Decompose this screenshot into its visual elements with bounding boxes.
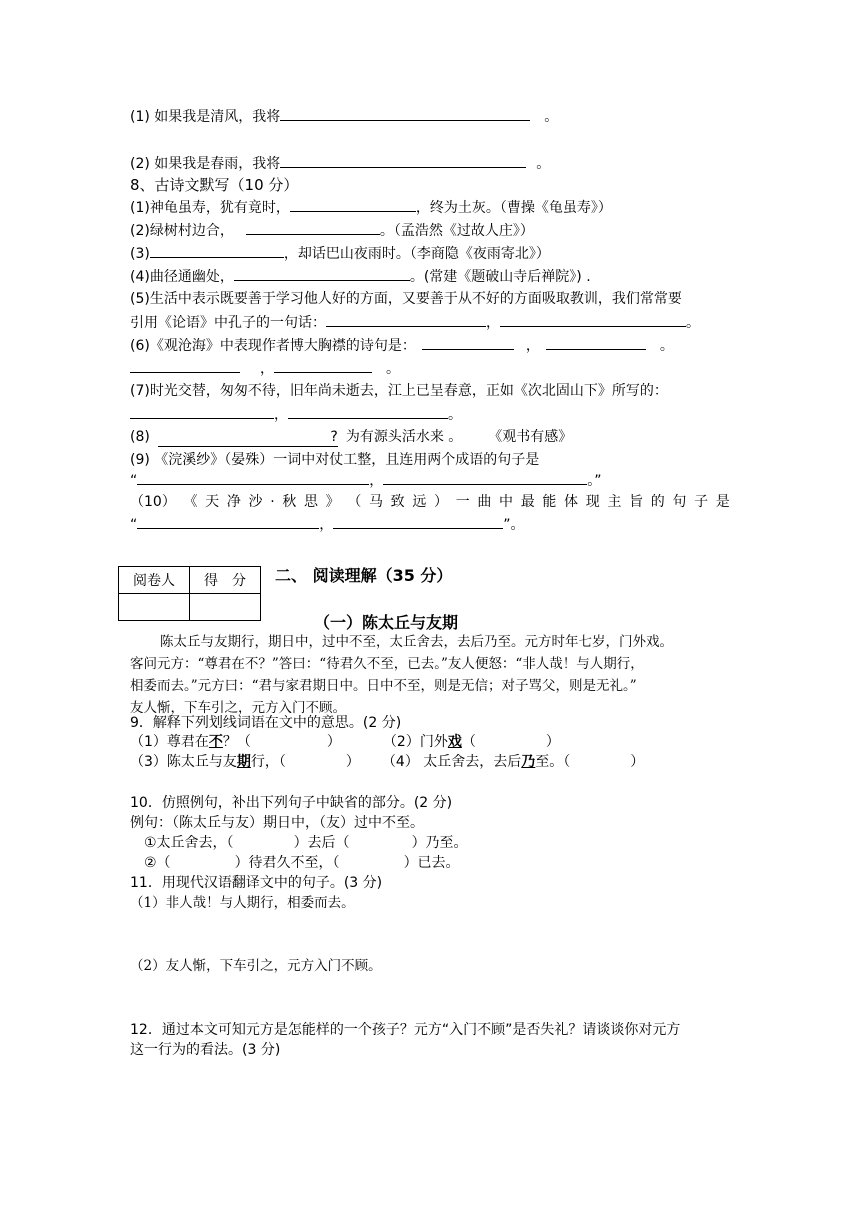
poem-line-6a: (6)《观沧海》中表现作者博大胸襟的诗句是： ， 。 (130, 335, 674, 356)
grader-cell[interactable] (119, 594, 190, 621)
question-9-row-1: （1）尊君在不？（ ） （2）门外戏（ ） (130, 734, 560, 750)
answer-blank[interactable] (246, 220, 380, 235)
answer-blank[interactable] (383, 470, 587, 485)
poem-line-9b: “ ， 。” (130, 470, 602, 491)
question-11-sentence-2: （2）友人惭，下车引之，元方入门不顾。 (130, 958, 382, 974)
poem-line-7b: ， 。 (130, 404, 462, 425)
question-9-row-2: （3）陈太丘与友期行，（ ） （4） 太丘舍去，去后乃至。（ ） (130, 754, 645, 770)
answer-blank[interactable] (290, 197, 416, 212)
question-10-heading: 10．仿照例句，补出下列句子中缺省的部分。(2 分) (130, 795, 453, 811)
passage-line-4: 友人惭，下车引之，元方入门不顾。 (130, 700, 346, 716)
answer-blank[interactable] (333, 514, 503, 529)
question-10-row-1: ①太丘舍去，（ ）去后（ ）乃至。 (144, 835, 468, 851)
poem-line-3: (3) ，却话巴山夜雨时。（李商隐《夜雨寄北》） (130, 243, 550, 264)
answer-blank[interactable] (130, 358, 240, 373)
question-12-line-2: 这一行为的看法。(3 分) (130, 1042, 281, 1058)
poem-line-1: (1)神龟虽寿，犹有竟时， ，终为土灰。（曹操《龟虽寿》） (130, 197, 612, 218)
score-header: 得 分 (190, 567, 261, 594)
poem-line-8: (8) ? 为有源头活水来 。 《观书有感》 (130, 429, 573, 445)
passage-line-3: 相委而去。”元方曰：“君与家君期日中。日中不至，则是无信；对子骂父，则是无礼。” (130, 678, 637, 694)
answer-blank[interactable] (274, 358, 372, 373)
answer-area-2[interactable] (130, 978, 730, 1018)
answer-blank[interactable] (326, 312, 486, 327)
poem-line-7a: (7)时光交替，匆匆不待，旧年尚未逝去，江上已呈春意，正如《次北固山下》所写的： (130, 383, 668, 399)
question-10-row-2: ②（ ）待君久不至，（ ）已去。 (144, 855, 460, 871)
question-10-example: 例句：（陈太丘与友）期日中，（友）过中不至。 (130, 815, 424, 831)
grader-header: 阅卷人 (119, 567, 190, 594)
answer-blank[interactable] (500, 312, 686, 327)
passage-line-1: 陈太丘与友期行，期日中，过中不至，太丘舍去，去后乃至。元方时年七岁，门外戏。 (160, 634, 673, 650)
score-table (118, 566, 261, 621)
answer-area-3[interactable] (130, 1062, 730, 1162)
passage-title: （一）陈太丘与友期 (314, 613, 459, 632)
passage-line-2: 客问元方：“尊君在不？”答曰：“待君久不至，已去。”友人便怒：“非人哉！与人期行， (130, 656, 644, 672)
score-cell[interactable] (190, 594, 261, 621)
question-11-sentence-1: （1）非人哉！与人期行，相委而去。 (130, 895, 355, 911)
answer-blank[interactable] (280, 153, 526, 168)
poem-line-10a: （10） 《 天 净 沙 · 秋 思 》 （ 马 致 远 ） 一 曲 中 最 能 体 现 主 旨 的 句 子 是 (130, 494, 730, 510)
question-11-heading: 11．用现代汉语翻译文中的句子。(3 分) (130, 875, 383, 891)
question-9-heading: 9．解释下列划线词语在文中的意思。(2 分) (130, 715, 402, 731)
poem-line-5a: (5)生活中表示既要善于学习他人好的方面，又要善于从不好的方面吸取教训，我们常常要 (130, 291, 682, 307)
poem-line-9a: (9) 《浣溪纱》（晏殊）一词中对仗工整，且连用两个成语的句子是 (130, 452, 540, 468)
answer-blank[interactable]: ? (158, 430, 338, 447)
poem-line-6b: ， 。 (130, 358, 400, 379)
item-2: (2) 如果我是春雨，我将 。 (130, 153, 550, 174)
answer-blank[interactable] (234, 266, 410, 281)
poem-line-5b: 引用《论语》中孔子的一句话： ， 。 (130, 312, 700, 333)
poem-line-4: (4)曲径通幽处， 。(常建《题破山寺后禅院》) . (130, 266, 591, 287)
answer-blank[interactable] (280, 106, 530, 121)
answer-blank[interactable] (137, 514, 319, 529)
answer-blank[interactable] (546, 335, 646, 350)
section-2-title: 二、 阅读理解（35 分） (275, 566, 453, 585)
answer-area-1[interactable] (130, 915, 730, 955)
question-8-heading: 8、古诗文默写（10 分） (130, 176, 299, 194)
item-1: (1) 如果我是清风，我将 。 (130, 106, 558, 127)
answer-blank[interactable] (422, 335, 514, 350)
poem-line-2: (2)绿树村边合， 。（孟浩然《过故人庄》） (130, 220, 534, 241)
answer-blank[interactable] (288, 404, 448, 419)
answer-blank[interactable] (130, 404, 274, 419)
answer-blank[interactable] (137, 470, 369, 485)
answer-blank[interactable] (150, 243, 284, 258)
poem-line-10b: “ ， ”。 (130, 514, 525, 535)
question-12-line-1: 12．通过本文可知元方是怎能样的一个孩子？元方“入门不顾”是否失礼？请谈谈你对元方 (130, 1022, 681, 1038)
